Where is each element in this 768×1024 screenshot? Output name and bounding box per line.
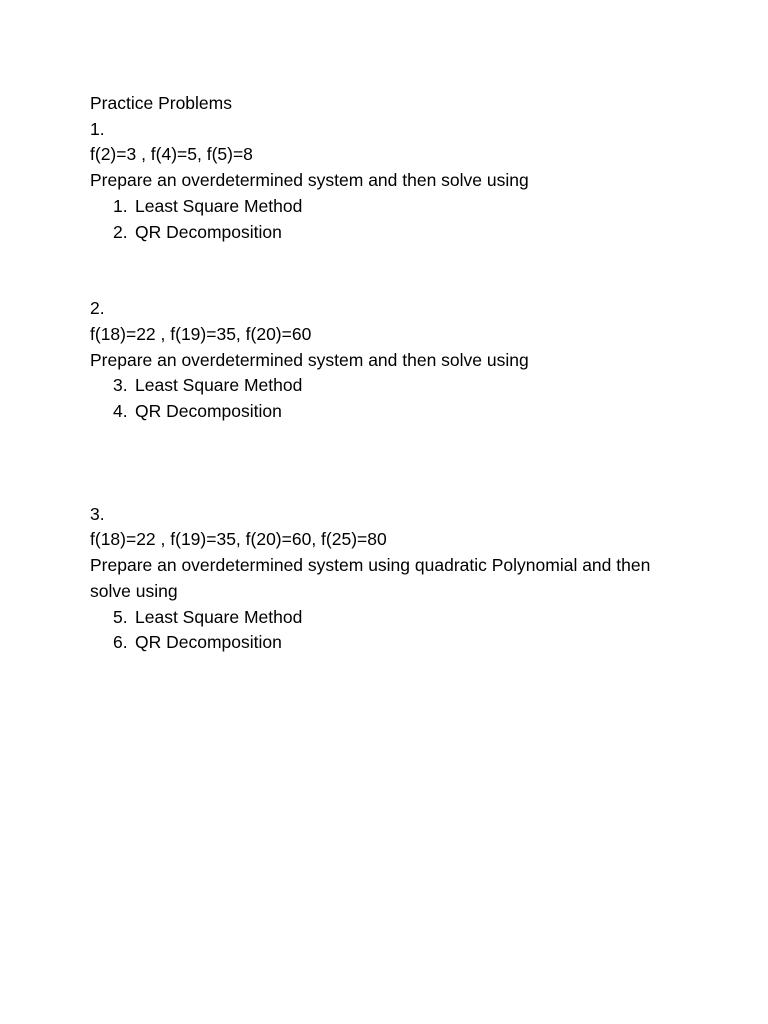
method-item: [90, 220, 690, 246]
method-number: 1.: [113, 195, 128, 216]
method-item: [90, 399, 690, 425]
method-item: [90, 194, 690, 220]
method-number: 2.: [113, 221, 128, 242]
problem-number: 1.: [90, 118, 105, 139]
method-number: 5.: [113, 606, 128, 627]
problem-instruction: Prepare an overdetermined system using quadratic Polynomial and then solve using: [90, 555, 656, 601]
spacer: [90, 425, 690, 502]
method-item: [90, 373, 690, 399]
problem-2: [90, 296, 690, 425]
problem-given-values: f(18)=22 , f(19)=35, f(20)=60, f(25)=80: [90, 529, 387, 550]
problem-instruction: Prepare an overdetermined system and then solve using: [90, 349, 529, 370]
method-label: QR Decomposition: [135, 221, 282, 242]
problem-instruction: Prepare an overdetermined system and then solve using: [90, 170, 529, 191]
method-label: Least Square Method: [135, 375, 303, 396]
problem-3: [90, 502, 690, 656]
method-number: 4.: [113, 401, 128, 422]
problem-given-values: f(18)=22 , f(19)=35, f(20)=60: [90, 323, 312, 344]
method-number: 6.: [113, 632, 128, 653]
document-page: [90, 91, 690, 656]
method-label: Least Square Method: [135, 195, 303, 216]
problem-1: [90, 117, 690, 246]
problem-given-values: f(2)=3 , f(4)=5, f(5)=8: [90, 144, 253, 165]
method-label: QR Decomposition: [135, 632, 282, 653]
problem-number: 2.: [90, 298, 105, 319]
method-number: 3.: [113, 375, 128, 396]
method-label: QR Decomposition: [135, 401, 282, 422]
spacer: [90, 245, 690, 296]
document-title: Practice Problems: [90, 93, 232, 113]
method-item: [90, 630, 690, 656]
method-item: [90, 605, 690, 631]
method-label: Least Square Method: [135, 606, 303, 627]
problem-number: 3.: [90, 503, 105, 524]
